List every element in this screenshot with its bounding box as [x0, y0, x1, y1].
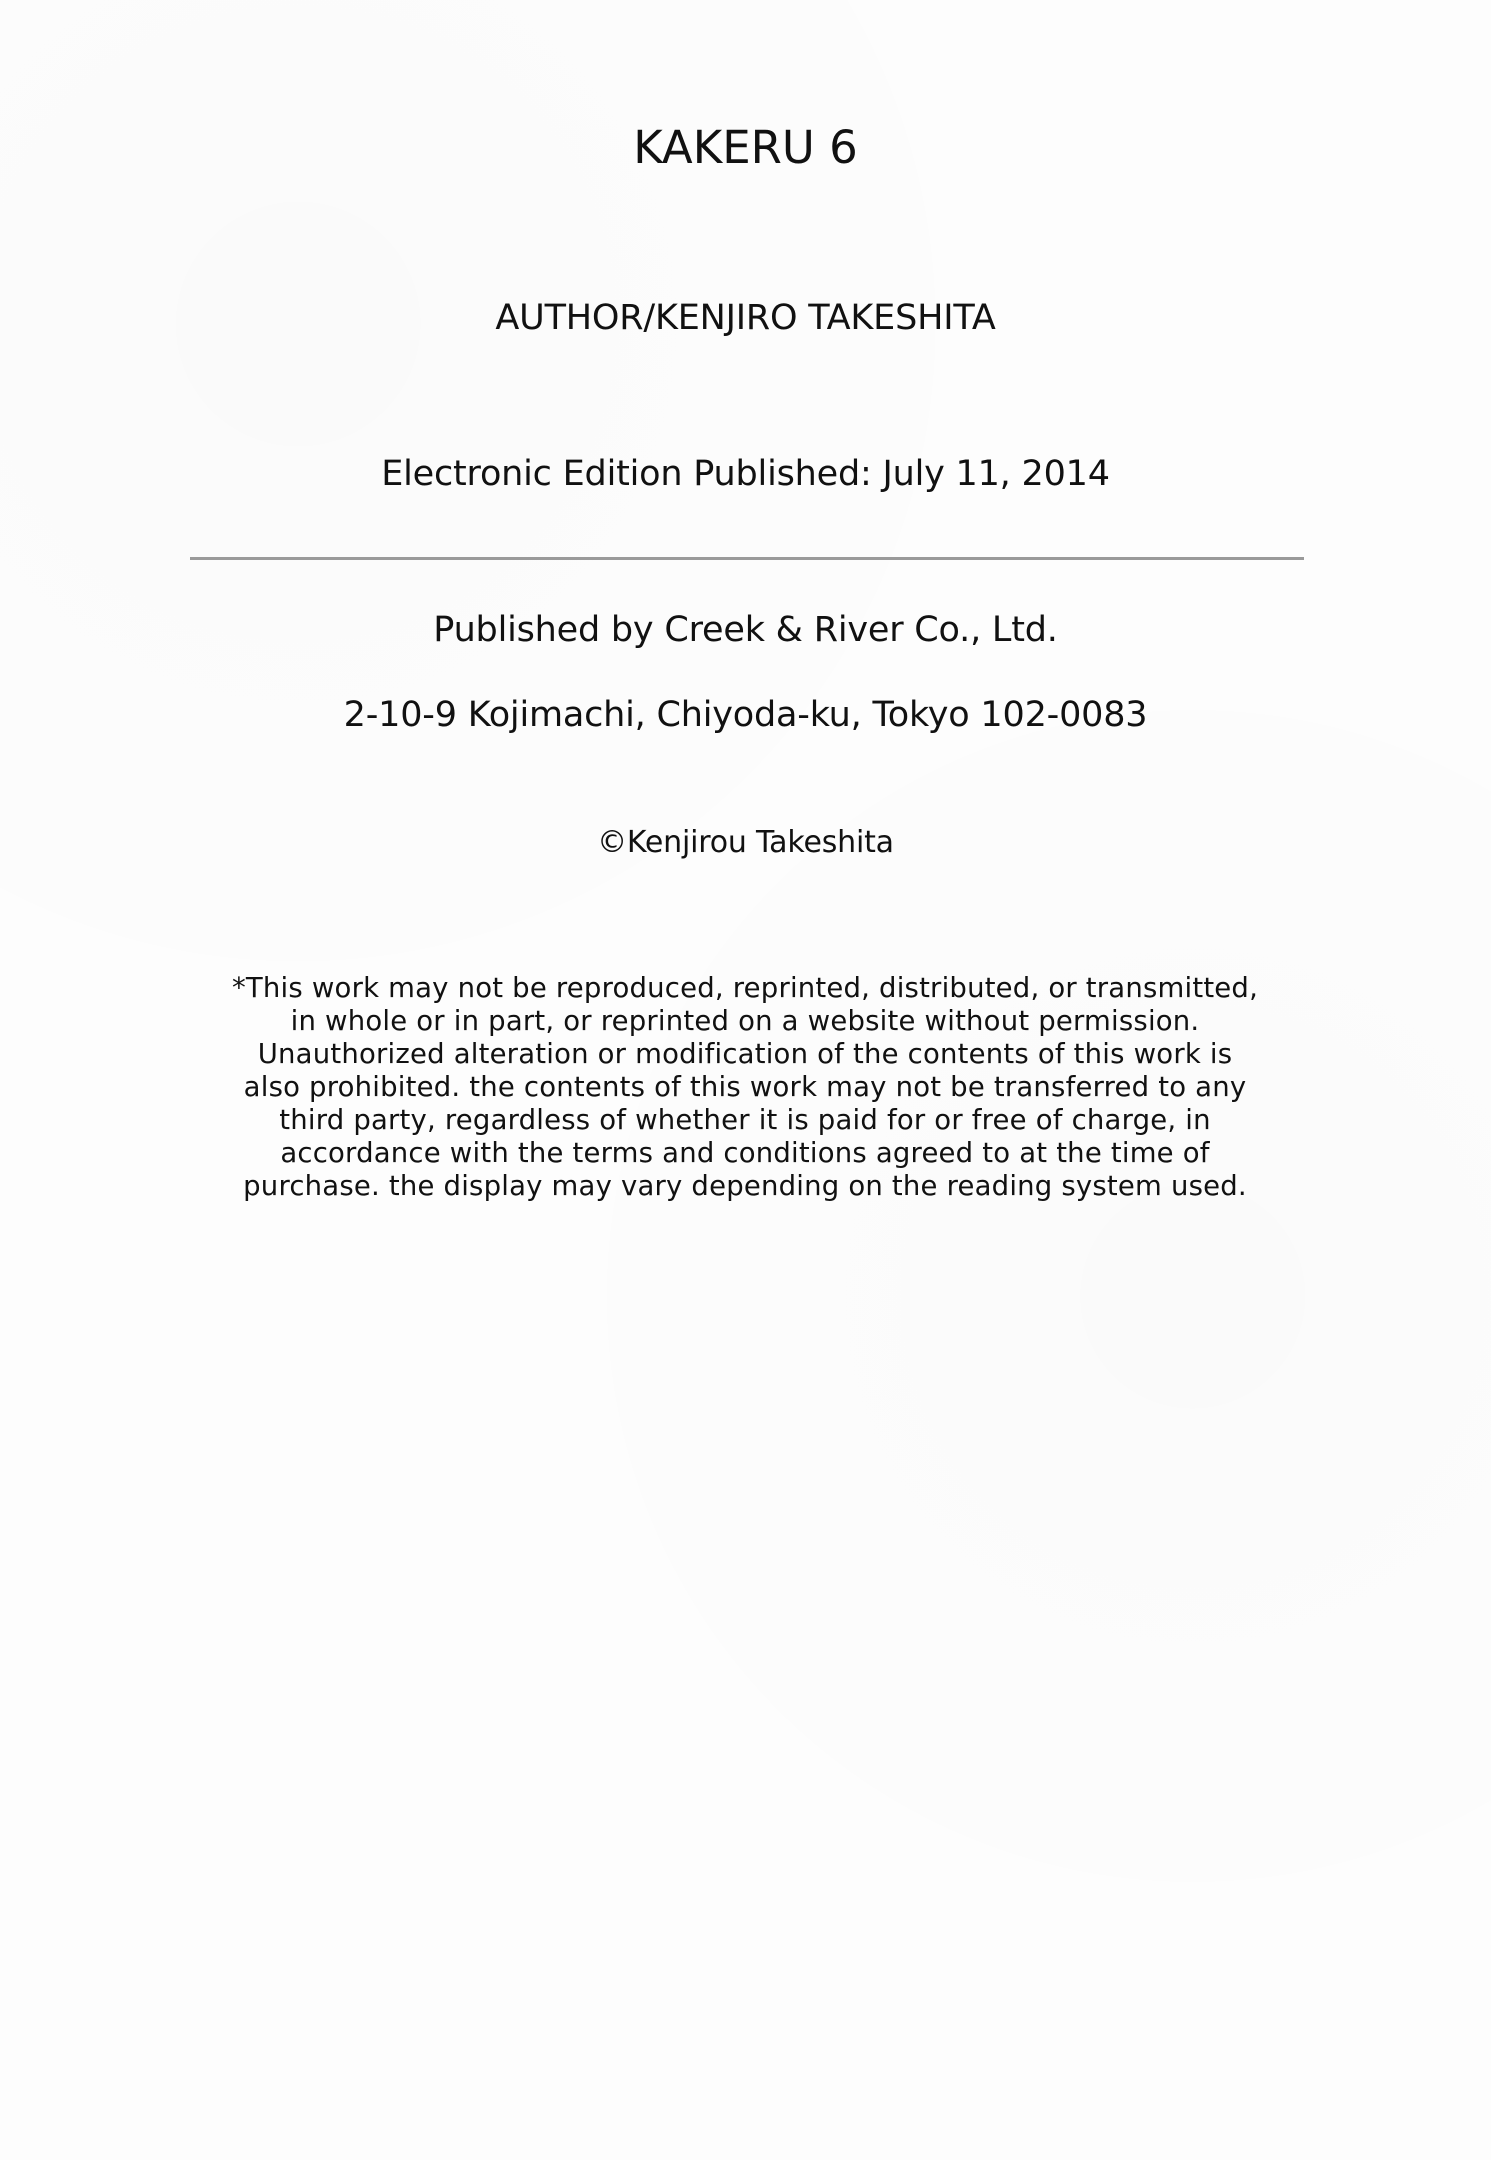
book-title: KAKERU 6 — [633, 121, 858, 174]
notice-line: third party, regardless of whether it is paid for or free of charge, in — [279, 1104, 1211, 1136]
rights-notice — [150, 972, 1340, 1203]
notice-line: also prohibited. the contents of this work may not be transferred to any — [243, 1071, 1247, 1103]
edition-date: Electronic Edition Published: July 11, 2014 — [381, 454, 1110, 494]
copyright-line: ©Kenjirou Takeshita — [597, 825, 894, 860]
notice-line: accordance with the terms and conditions agreed to at the time of — [280, 1137, 1210, 1169]
notice-line: Unauthorized alteration or modification of the contents of this work is — [257, 1038, 1233, 1070]
divider-rule — [190, 557, 1304, 560]
notice-line: purchase. the display may vary depending on the reading system used. — [243, 1170, 1247, 1202]
notice-line: in whole or in part, or reprinted on a website without permission. — [290, 1005, 1200, 1037]
notice-line: *This work may not be reproduced, reprinted, distributed, or transmitted, — [231, 972, 1259, 1004]
publisher-address: 2-10-9 Kojimachi, Chiyoda-ku, Tokyo 102-0083 — [343, 695, 1148, 735]
publisher-line: Published by Creek & River Co., Ltd. — [433, 610, 1058, 650]
author-line: AUTHOR/KENJIRO TAKESHITA — [495, 298, 996, 338]
